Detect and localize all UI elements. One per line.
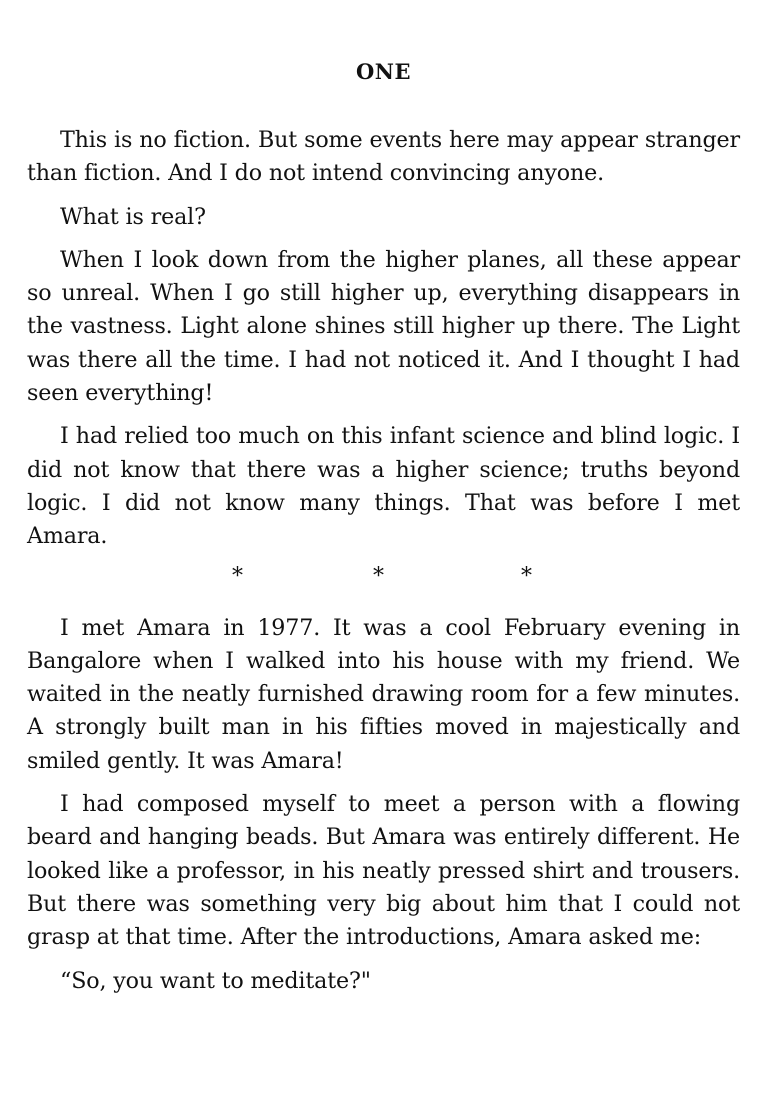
separator-asterisk: *: [373, 563, 384, 589]
paragraph: I had composed myself to meet a person with a flowing beard and hanging beads. But Amara was entirely different. He looked like a professor, in his neatly pressed shirt and trousers. But there was something very big about him that I could not grasp at that time. After the introductions, Amara asked me:: [27, 791, 740, 951]
paragraph: I met Amara in 1977. It was a cool February evening in Bangalore when I walked into his house with my friend. We waited in the neatly furnished drawing room for a few minutes. A strongly built man in his fifties moved in majestically and smiled gently. It was Amara!: [27, 614, 740, 774]
section-separator: [27, 556, 740, 606]
paragraph: This is no fiction. But some events here may appear stranger than fiction. And I do not intend convincing anyone.: [27, 127, 740, 187]
paragraph: When I look down from the higher planes, all these appear so unreal. When I go still higher up, everything disappears in the vastness. Light alone shines still higher up there. The Light was there all the time. I had not noticed it. And I thought I had seen everything!: [27, 246, 740, 407]
separator-asterisk: *: [232, 563, 243, 589]
paragraph: “So, you want to meditate?": [60, 967, 371, 994]
paragraph: I had relied too much on this infant science and blind logic. I did not know that there was a higher science; truths beyond logic. I did not know many things. That was before I met Amara.: [27, 423, 740, 550]
separator-asterisk: *: [521, 563, 532, 589]
book-page: [27, 0, 740, 998]
paragraph: What is real?: [60, 203, 206, 230]
chapter-title: ONE: [356, 59, 411, 84]
